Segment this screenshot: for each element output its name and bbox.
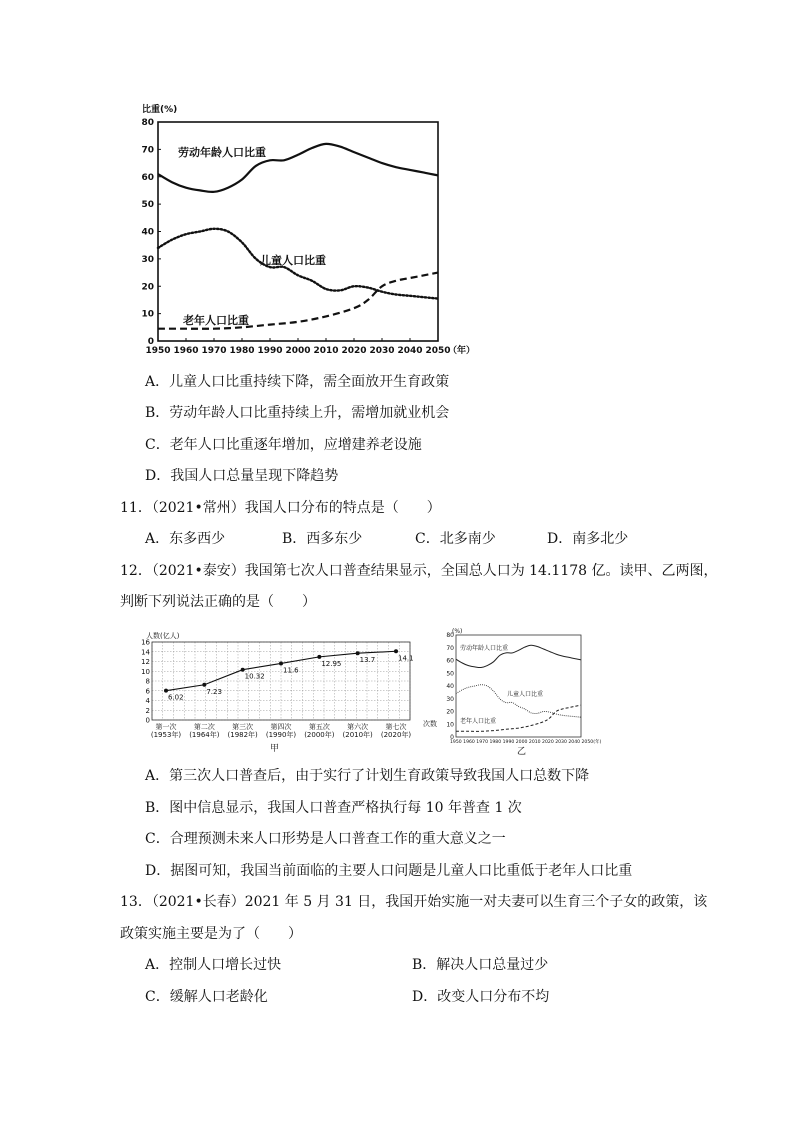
jia-x-year: (2000年) bbox=[304, 731, 335, 739]
q13-option-d[interactable]: D．改变人口分布不均 bbox=[412, 989, 550, 1005]
yi-y-tick-label: 70 bbox=[446, 644, 454, 652]
jia-x-category: 第三次 bbox=[232, 723, 254, 731]
main-y-tick-label: 70 bbox=[141, 145, 154, 156]
jia-caption: 甲 bbox=[270, 744, 280, 754]
yi-y-tick-label: 0 bbox=[450, 734, 454, 741]
yi-y-tick-label: 10 bbox=[446, 721, 454, 729]
yi-y-tick-label: 50 bbox=[446, 670, 454, 678]
q11-option-b[interactable]: B．西多东少 bbox=[282, 531, 363, 547]
jia-data-label: 10.32 bbox=[244, 672, 265, 681]
jia-y-tick-label: 4 bbox=[145, 697, 150, 705]
q11-option-c[interactable]: C．北多南少 bbox=[415, 531, 496, 547]
main-x-tick-label: 2030 bbox=[369, 346, 395, 356]
main-y-tick-label: 80 bbox=[141, 118, 154, 128]
q10-option-a[interactable]: A．儿童人口比重持续下降，需全面放开生育政策 bbox=[145, 374, 450, 390]
jia-data-point bbox=[164, 689, 168, 693]
yi-caption: 乙 bbox=[517, 747, 527, 755]
q12-stem-line1: 12．（2021•泰安）我国第七次人口普查结果显示，全国总人口为 14.1178 亿。读甲、乙两图， bbox=[120, 563, 718, 579]
jia-data-label: 14.1 bbox=[398, 654, 414, 663]
main-y-tick-label: 60 bbox=[141, 172, 154, 183]
population-ratio-thumbnail bbox=[442, 627, 602, 755]
main-x-tick-label: 2000 bbox=[285, 346, 311, 356]
q13-option-b[interactable]: B．解决人口总量过少 bbox=[412, 957, 549, 973]
main-x-tick-label: 2040 bbox=[397, 346, 423, 356]
main-y-tick-label: 20 bbox=[141, 282, 154, 293]
main-y-tick-label: 40 bbox=[141, 227, 154, 238]
q12-option-b[interactable]: B．图中信息显示，我国人口普查严格执行每 10 年普查 1 次 bbox=[145, 800, 522, 816]
population-ratio-chart bbox=[130, 98, 500, 360]
q12-option-d[interactable]: D．据图可知，我国当前面临的主要人口问题是儿童人口比重低于老年人口比重 bbox=[145, 863, 633, 879]
yi-series-line-child bbox=[456, 685, 581, 718]
main-x-tick-label: 2020 bbox=[341, 346, 367, 356]
jia-x-year: (2010年) bbox=[342, 731, 373, 739]
series-label-child: 儿童人口比重 bbox=[260, 254, 326, 267]
q12-option-a[interactable]: A．第三次人口普查后，由于实行了计划生育政策导致我国人口总数下降 bbox=[145, 768, 590, 784]
yi-x-ticks: 1950 1960 1970 1980 1990 2000 2010 2020 2030 2040 2050(年) bbox=[450, 740, 602, 745]
jia-y-tick-label: 0 bbox=[145, 716, 150, 725]
q11-option-d[interactable]: D．南多北少 bbox=[547, 531, 629, 547]
jia-y-tick-label: 12 bbox=[141, 658, 150, 666]
jia-x-category: 第五次 bbox=[308, 723, 330, 731]
jia-data-point bbox=[202, 683, 206, 687]
jia-y-tick-label: 10 bbox=[141, 667, 150, 676]
jia-x-category: 第七次 bbox=[385, 723, 407, 731]
q10-option-c[interactable]: C．老年人口比重逐年增加，应增建养老设施 bbox=[145, 437, 422, 453]
yi-y-tick-label: 20 bbox=[446, 708, 454, 716]
q12-stem-line2: 判断下列说法正确的是（ ） bbox=[120, 594, 316, 610]
q11-stem: 11．（2021•常州）我国人口分布的特点是（ ） bbox=[120, 500, 441, 516]
main-x-tick-label: 1990 bbox=[257, 346, 283, 356]
yi-label-labor: 劳动年龄人口比重 bbox=[460, 645, 509, 652]
yi-y-tick-label: 40 bbox=[446, 683, 454, 690]
main-chart-xunit: （年） bbox=[448, 346, 476, 356]
jia-data-point bbox=[356, 651, 360, 655]
q13-option-c[interactable]: C．缓解人口老龄化 bbox=[145, 989, 268, 1005]
main-x-tick-label: 1950 bbox=[145, 346, 171, 356]
jia-x-category: 第二次 bbox=[193, 723, 215, 731]
census-population-chart bbox=[140, 630, 440, 755]
series-label-labor: 劳动年龄人口比重 bbox=[178, 146, 266, 159]
main-y-tick-label: 0 bbox=[147, 337, 154, 347]
main-x-tick-label: 1980 bbox=[229, 346, 255, 356]
jia-x-category: 第六次 bbox=[347, 723, 369, 731]
q12-option-c[interactable]: C．合理预测未来人口形势是人口普查工作的重大意义之一 bbox=[145, 831, 506, 847]
q10-option-d[interactable]: D．我国人口总量呈现下降趋势 bbox=[145, 468, 339, 484]
yi-ylabel: (%) bbox=[452, 628, 463, 635]
main-x-tick-label: 2010 bbox=[313, 346, 339, 356]
yi-y-tick-label: 60 bbox=[446, 657, 454, 665]
jia-y-tick-label: 6 bbox=[145, 687, 150, 696]
jia-x-year: (1964年) bbox=[189, 731, 220, 739]
jia-data-label: 12.95 bbox=[321, 659, 342, 668]
main-x-tick-label: 1960 bbox=[173, 346, 199, 356]
yi-y-tick-label: 80 bbox=[446, 632, 454, 639]
q13-stem-line2: 政策实施主要是为了（ ） bbox=[120, 926, 302, 942]
jia-x-year: (1982年) bbox=[227, 731, 258, 739]
jia-data-label: 6.02 bbox=[168, 693, 184, 702]
main-x-tick-label: 2050 bbox=[425, 346, 451, 356]
series-label-elder: 老年人口比重 bbox=[183, 314, 249, 327]
jia-x-category: 第四次 bbox=[270, 723, 292, 731]
jia-data-point bbox=[279, 661, 283, 665]
jia-x-year: (2020年) bbox=[380, 731, 412, 739]
jia-data-point bbox=[317, 655, 321, 659]
main-chart-ylabel: 比重(%) bbox=[142, 105, 178, 115]
jia-data-point bbox=[394, 649, 398, 653]
jia-data-label: 11.6 bbox=[283, 666, 299, 675]
jia-x-axis-label: 次数 bbox=[423, 720, 437, 728]
q13-stem-line1: 13．（2021•长春）2021 年 5 月 31 日，我国开始实施一对夫妻可以生育三个子女的政策，该 bbox=[120, 894, 708, 910]
yi-label-child: 儿童人口比重 bbox=[507, 691, 544, 698]
jia-y-tick-label: 16 bbox=[141, 638, 150, 647]
jia-y-tick-label: 14 bbox=[141, 648, 150, 657]
jia-x-category: 第一次 bbox=[155, 723, 177, 731]
main-x-tick-label: 1970 bbox=[201, 346, 227, 356]
main-y-tick-label: 50 bbox=[141, 200, 154, 211]
jia-y-tick-label: 2 bbox=[145, 706, 150, 715]
jia-data-label: 7.23 bbox=[206, 687, 222, 696]
jia-x-year: (1990年) bbox=[265, 731, 297, 739]
jia-x-year: (1953年) bbox=[150, 731, 182, 739]
jia-data-point bbox=[241, 668, 245, 672]
q10-option-b[interactable]: B．劳动年龄人口比重持续上升，需增加就业机会 bbox=[145, 405, 450, 421]
yi-label-elder: 老年人口比重 bbox=[460, 718, 497, 725]
q13-option-a[interactable]: A．控制人口增长过快 bbox=[145, 957, 282, 973]
jia-data-label: 13.7 bbox=[359, 656, 376, 665]
q11-option-a[interactable]: A．东多西少 bbox=[145, 531, 226, 547]
jia-y-tick-label: 8 bbox=[145, 677, 150, 686]
yi-y-tick-label: 30 bbox=[446, 695, 454, 703]
jia-ylabel: 人数(亿人) bbox=[146, 632, 180, 640]
main-y-tick-label: 30 bbox=[141, 254, 154, 265]
main-y-tick-label: 10 bbox=[141, 309, 154, 320]
